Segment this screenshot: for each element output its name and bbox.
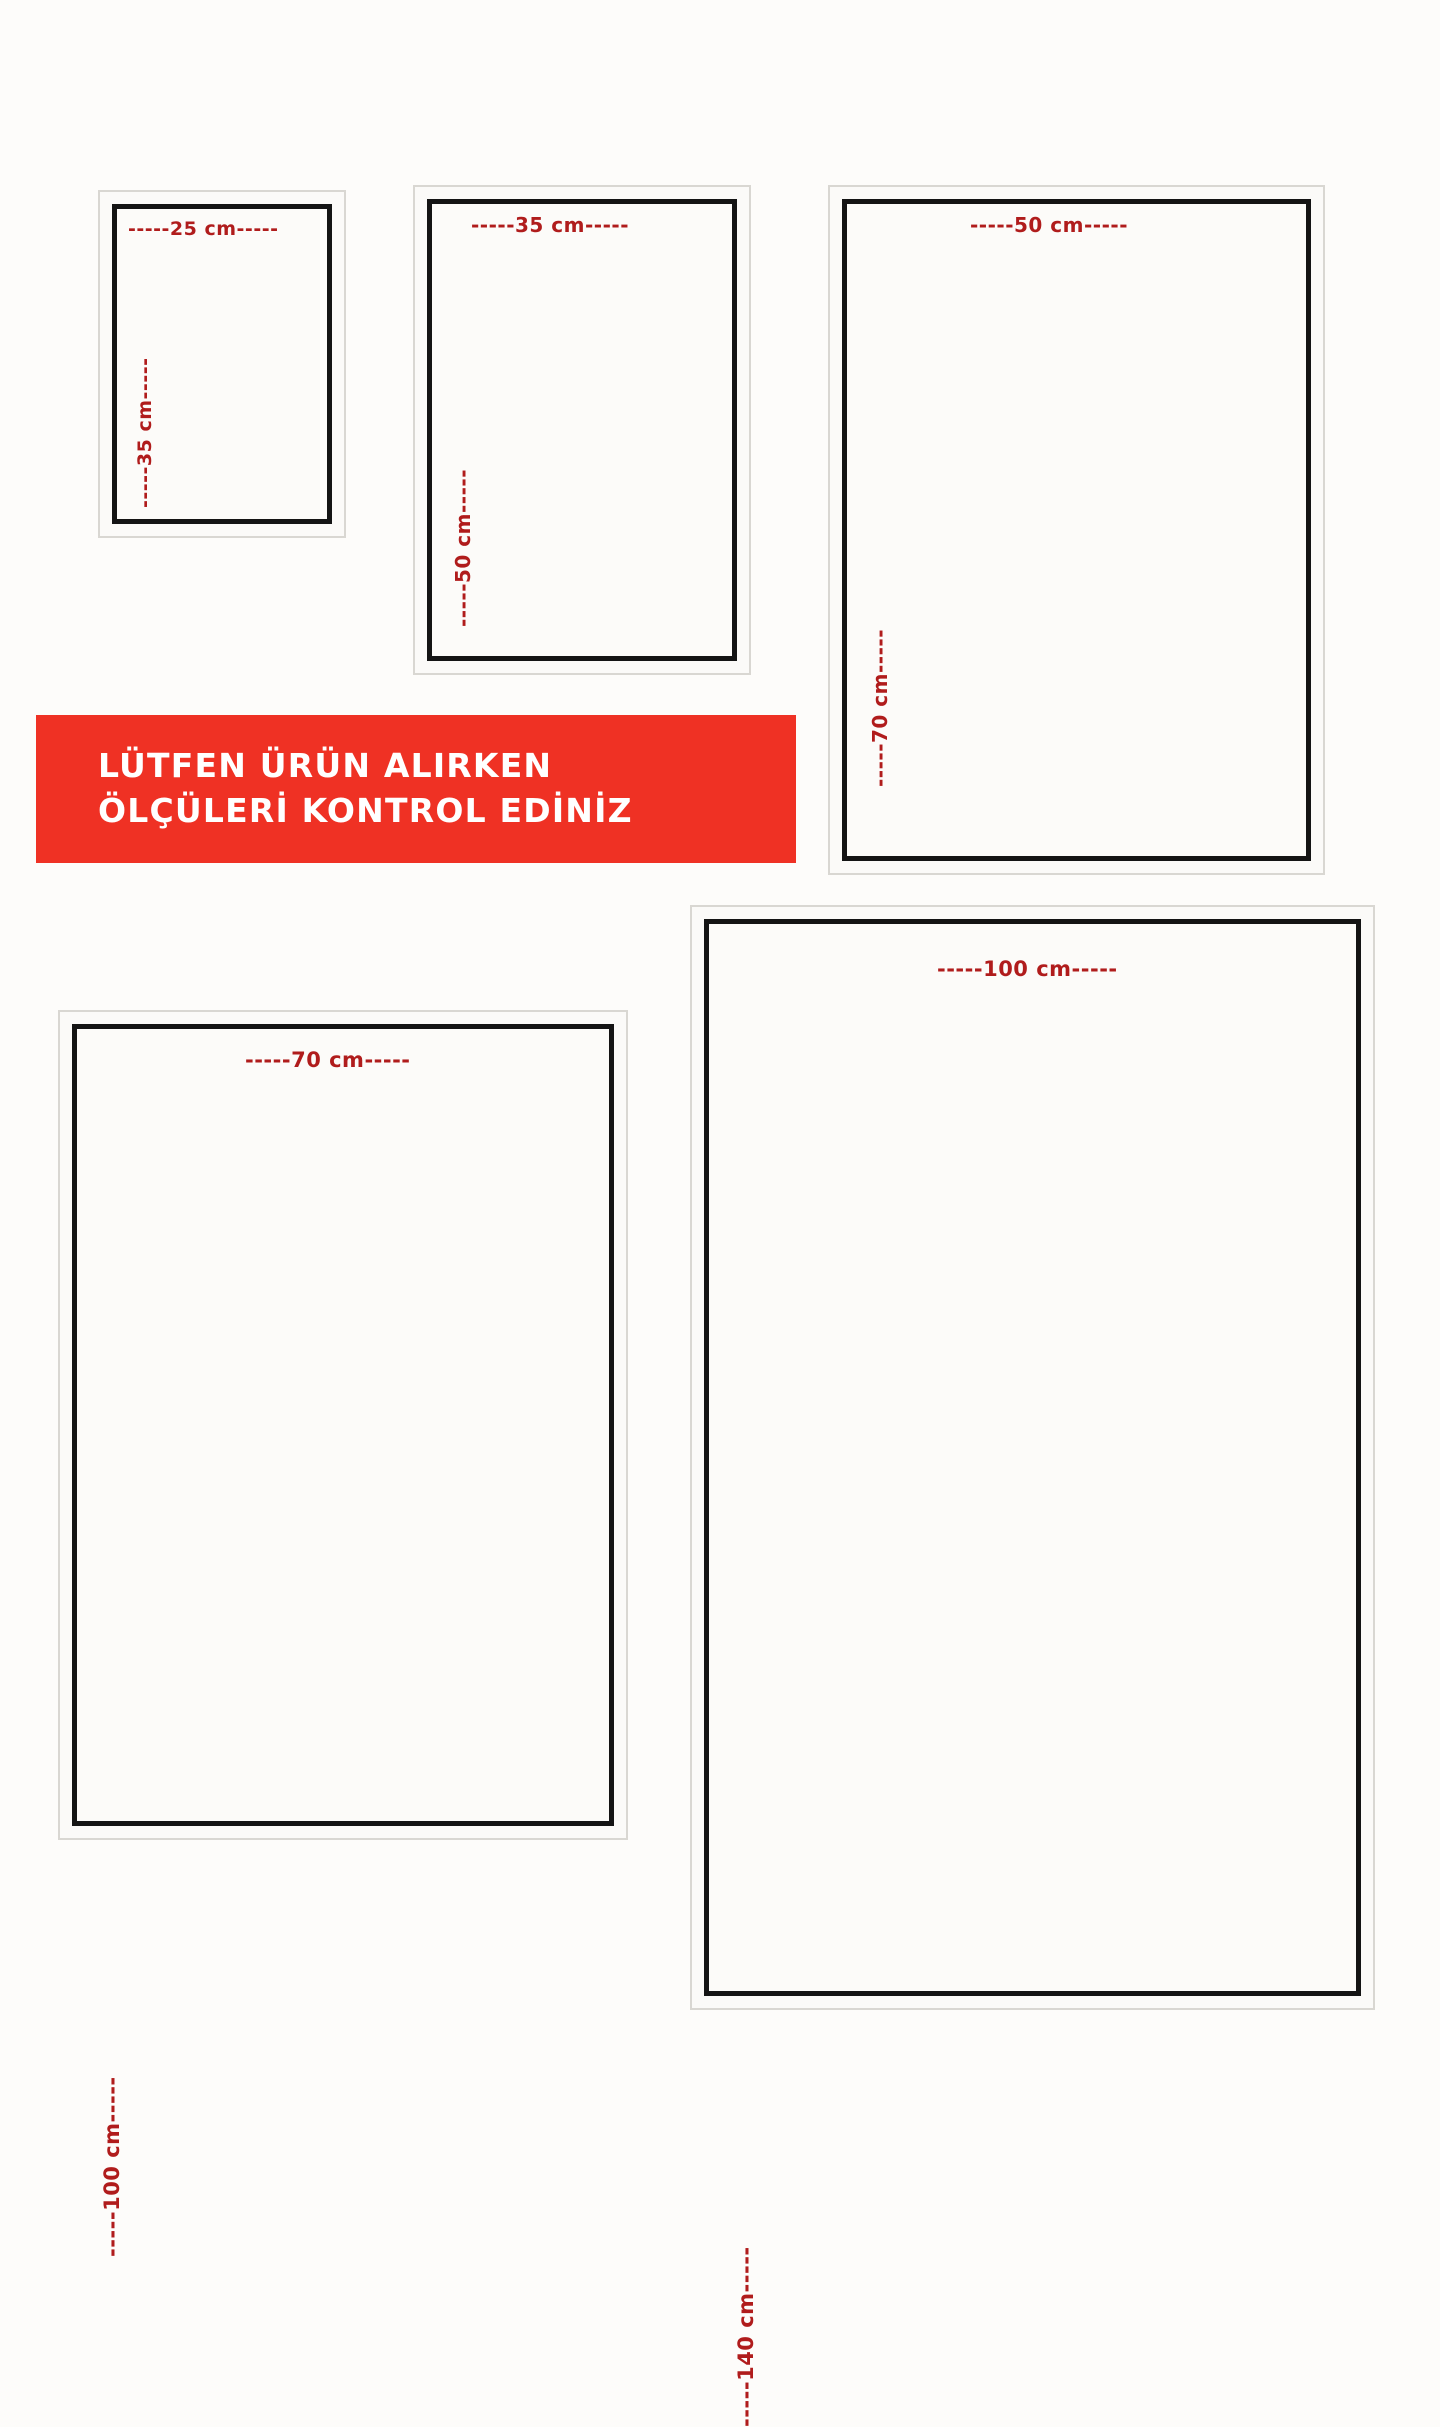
warning-banner-line-1: LÜTFEN ÜRÜN ALIRKEN bbox=[98, 746, 553, 786]
frame-100x140-inner bbox=[704, 919, 1361, 1996]
frame-35x50 bbox=[413, 185, 751, 675]
frame-50x70 bbox=[828, 185, 1325, 875]
frame-100x140-width-label: -----100 cm----- bbox=[937, 957, 1118, 981]
frame-50x70-inner bbox=[842, 199, 1311, 861]
frame-50x70-height-label: -----70 cm----- bbox=[868, 629, 892, 787]
frame-100x140-height-label: -----140 cm----- bbox=[734, 2246, 758, 2427]
frame-25x35-height-label: -----35 cm----- bbox=[134, 357, 156, 508]
warning-banner-line-2: ÖLÇÜLERİ KONTROL EDİNİZ bbox=[98, 791, 633, 830]
frame-70x100-height-label: -----100 cm----- bbox=[100, 2076, 124, 2257]
frame-70x100 bbox=[58, 1010, 628, 2257]
frame-50x70-width-label: -----50 cm----- bbox=[970, 213, 1128, 237]
frame-100x140 bbox=[690, 905, 1375, 2427]
frame-70x100-inner bbox=[72, 1024, 614, 1826]
frame-70x100-width-label: -----70 cm----- bbox=[245, 1048, 411, 1072]
frame-25x35 bbox=[98, 190, 346, 538]
frame-35x50-height-label: -----50 cm----- bbox=[451, 469, 475, 627]
frame-35x50-width-label: -----35 cm----- bbox=[471, 213, 629, 237]
warning-banner bbox=[36, 715, 796, 863]
frame-25x35-width-label: -----25 cm----- bbox=[128, 218, 279, 240]
